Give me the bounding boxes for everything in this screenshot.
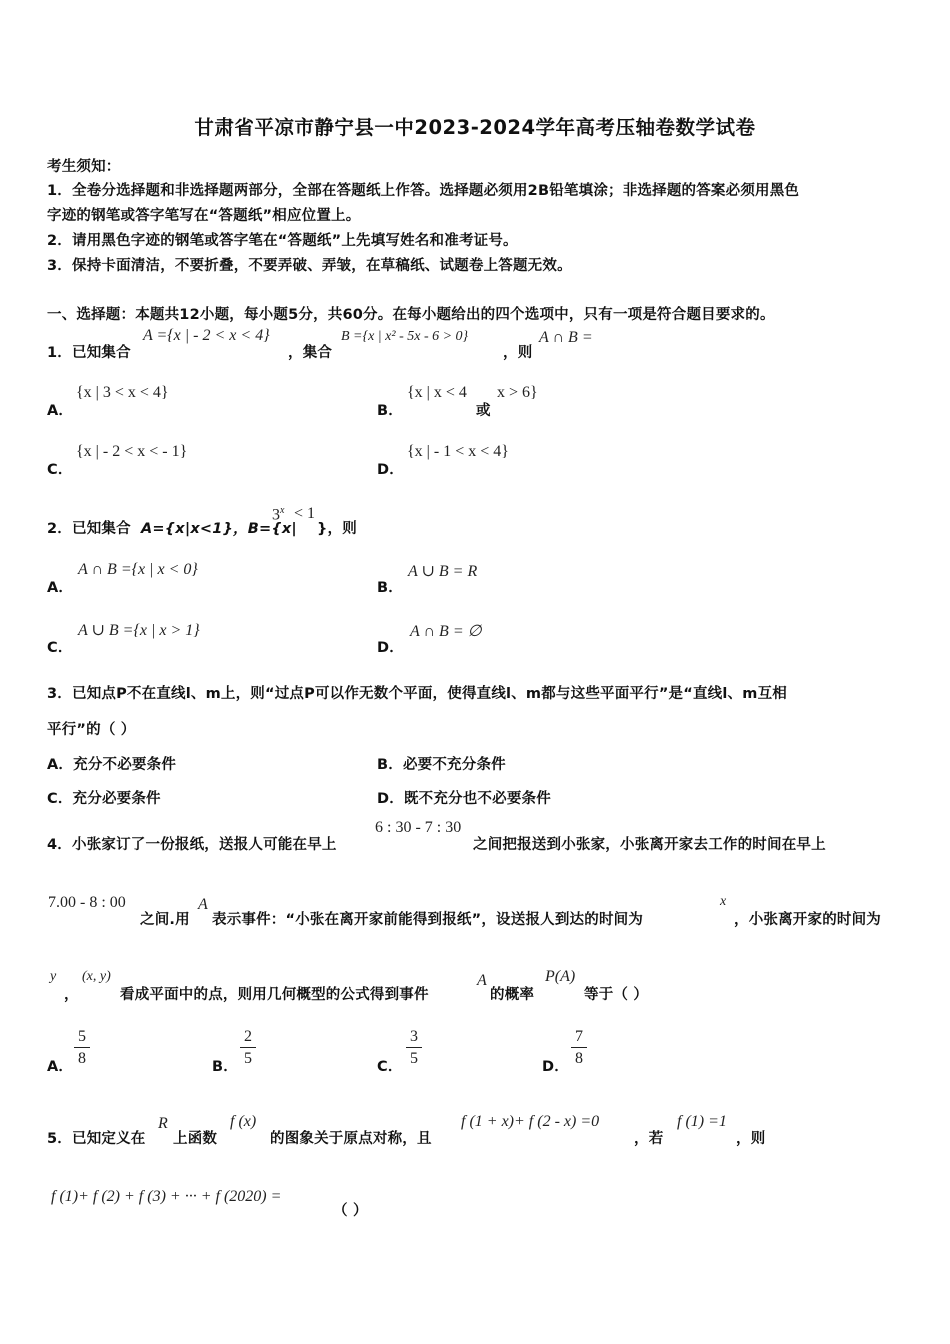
q4-option-d-fraction: 7 8 — [571, 1027, 587, 1068]
q4-math-a-2: A — [477, 972, 487, 989]
q2-option-d: A ∩ B = ∅ — [410, 623, 482, 640]
q2-option-b-label: B． — [377, 580, 403, 596]
q2-math-less: < 1 — [294, 505, 316, 522]
q5-math-condition: f (1 + x)+ f (2 - x) =0 — [461, 1113, 600, 1130]
q4-text-1: 4．小张家订了一份报纸，送报人可能在早上 — [47, 837, 337, 853]
q5-text-3: 的图象关于原点对称，且 — [270, 1131, 432, 1147]
q3-option-a: A．充分不必要条件 — [47, 757, 177, 773]
q4-option-c-fraction: 3 5 — [406, 1027, 422, 1068]
q4-text-2: 之间把报送到小张家，小张离开家去工作的时间在早上 — [473, 837, 826, 853]
q2-option-a-label: A． — [47, 580, 74, 596]
q4-text-3: 之间.用 — [140, 912, 190, 928]
q4-option-a-fraction: 5 8 — [74, 1027, 90, 1068]
q4-math-point: (x, y) — [82, 969, 111, 984]
q5-text-6: （ ） — [333, 1203, 368, 1219]
q2-text-2: A={x|x<1}，B={x| — [141, 521, 297, 537]
q3-line-1: 3．已知点P不在直线l、m上，则“过点P可以作无数个平面，使得直线l、m都与这些平面平行”是“直线l、m互相 — [47, 686, 787, 702]
q1-option-d: {x | - 1 < x < 4} — [407, 443, 509, 460]
q1-text-2: ，集合 — [288, 345, 333, 361]
q4-option-a-label: A． — [47, 1059, 74, 1075]
q4-text-7: 看成平面中的点，则用几何概型的公式得到事件 — [120, 987, 429, 1003]
q1-option-b-part1: {x | x < 4 — [407, 384, 467, 401]
q1-option-a-label: A． — [47, 403, 74, 419]
q2-option-a: A ∩ B ={x | x < 0} — [78, 561, 198, 578]
q4-option-c-label: C． — [377, 1059, 403, 1075]
q3-option-d: D．既不充分也不必要条件 — [377, 791, 551, 807]
q4-text-5: ，小张离开家的时间为 — [734, 912, 881, 928]
q5-text-2: 上函数 — [173, 1131, 218, 1147]
q4-text-8: 的概率 — [490, 987, 535, 1003]
section-heading: 一、选择题：本题共12小题，每小题5分，共60分。在每小题给出的四个选项中，只有一项是符合题目要求的。 — [47, 307, 775, 323]
q4-math-x: x — [720, 894, 727, 909]
q2-text-1: 2．已知集合 — [47, 521, 131, 537]
q1-math-intersection: A ∩ B = — [539, 329, 593, 346]
q4-option-b-label: B． — [212, 1059, 238, 1075]
q4-math-time-1: 6 : 30 - 7 : 30 — [375, 819, 462, 836]
q4-math-time-2: 7.00 - 8 : 00 — [48, 894, 126, 911]
q4-math-a: A — [198, 896, 208, 913]
q3-line-2: 平行”的（ ） — [47, 722, 136, 738]
q5-math-r: R — [158, 1115, 168, 1132]
q3-option-c: C．充分必要条件 — [47, 791, 161, 807]
q1-option-c: {x | - 2 < x < - 1} — [76, 443, 188, 460]
q2-option-c: A ∪ B ={x | x > 1} — [78, 622, 200, 639]
q4-text-6: ， — [64, 987, 79, 1003]
q5-math-f1: f (1) =1 — [677, 1113, 727, 1130]
notice-line-3: 3．保持卡面清洁，不要折叠，不要弄破、弄皱，在草稿纸、试题卷上答题无效。 — [47, 258, 572, 274]
q4-option-d-label: D． — [542, 1059, 569, 1075]
q3-option-b: B．必要不充分条件 — [377, 757, 506, 773]
q2-option-d-label: D． — [377, 640, 404, 656]
q4-math-y: y — [50, 969, 57, 984]
notice-line-1a: 1．全卷分选择题和非选择题两部分，全部在答题纸上作答。选择题必须用2B铅笔填涂；非选择题的答案必须用黑色 — [47, 183, 800, 199]
page-title: 甘肃省平凉市静宁县一中2023-2024学年高考压轴卷数学试卷 — [194, 116, 756, 139]
q1-option-b-part2: x > 6} — [497, 384, 538, 401]
q5-text-1: 5．已知定义在 — [47, 1131, 146, 1147]
q5-math-fx: f (x) — [230, 1113, 257, 1130]
q4-math-prob: P(A) — [545, 968, 576, 985]
q1-math-set-a: A ={x | - 2 < x < 4} — [143, 327, 270, 344]
q2-text-3: }，则 — [317, 521, 357, 537]
q1-option-b-or: 或 — [476, 403, 491, 419]
q4-text-4: 表示事件：“小张在离开家前能得到报纸”，设送报人到达的时间为 — [212, 912, 644, 928]
q2-math-power: 3$^x$ — [272, 505, 285, 524]
q2-option-c-label: C． — [47, 640, 73, 656]
q1-option-b-label: B． — [377, 403, 403, 419]
q5-math-sum: f (1)+ f (2) + f (3) + ··· + f (2020) = — [51, 1188, 282, 1205]
q1-option-a: {x | 3 < x < 4} — [76, 384, 169, 401]
notice-line-2: 2．请用黑色字迹的钢笔或答字笔在“答题纸”上先填写姓名和准考证号。 — [47, 233, 518, 249]
q1-option-d-label: D． — [377, 462, 404, 478]
q1-option-c-label: C． — [47, 462, 73, 478]
q5-text-5: ，则 — [736, 1131, 766, 1147]
q1-text-3: ，则 — [503, 345, 533, 361]
q4-text-9: 等于（ ） — [584, 987, 649, 1003]
notice-heading: 考生须知： — [47, 159, 121, 175]
q2-option-b: A ∪ B = R — [408, 563, 478, 580]
q5-text-4: ，若 — [634, 1131, 664, 1147]
q1-text-1: 1．已知集合 — [47, 345, 131, 361]
q1-math-set-b: B ={x | x² - 5x - 6 > 0} — [341, 329, 469, 344]
notice-line-1b: 字迹的钢笔或答字笔写在“答题纸”相应位置上。 — [47, 208, 361, 224]
q4-option-b-fraction: 2 5 — [240, 1027, 256, 1068]
